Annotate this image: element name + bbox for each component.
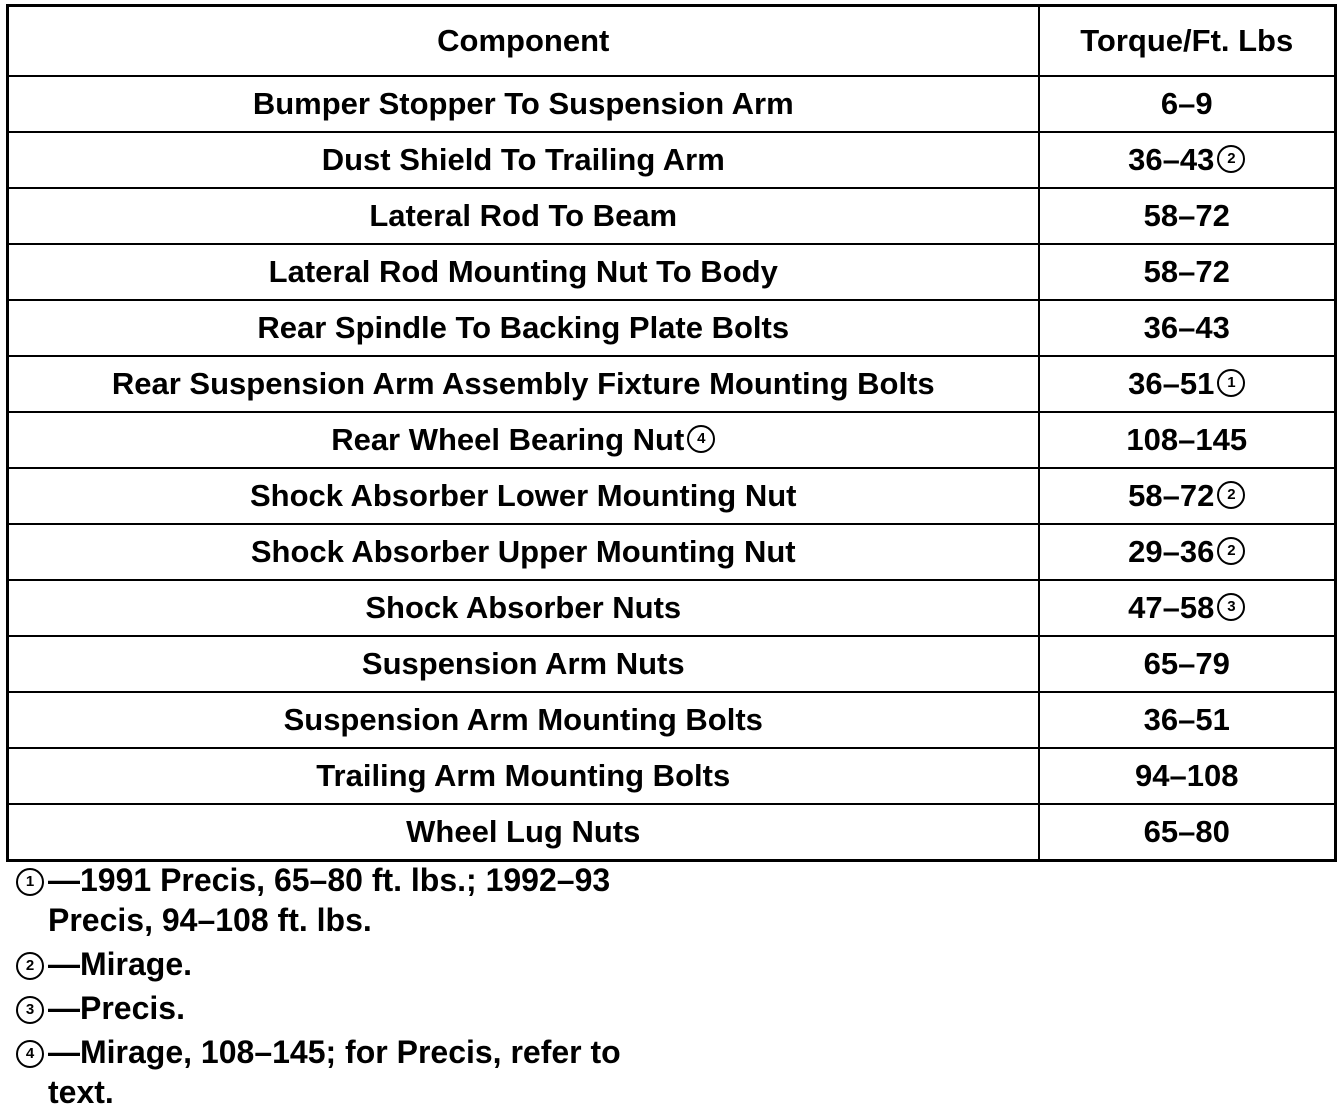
footnote [16, 988, 916, 1028]
table-row [8, 636, 1336, 692]
torque-cell [1039, 412, 1336, 468]
table-row [8, 524, 1336, 580]
component-label: Rear Spindle To Backing Plate Bolts [257, 310, 790, 345]
torque-column-header: Torque/Ft. Lbs [1039, 6, 1336, 77]
table-row [8, 748, 1336, 804]
torque-cell [1039, 132, 1336, 188]
table-row [8, 804, 1336, 861]
component-label: Lateral Rod To Beam [369, 198, 678, 233]
component-label: Bumper Stopper To Suspension Arm [252, 86, 794, 121]
table-row [8, 300, 1336, 356]
torque-value: 58–72 [1143, 254, 1230, 289]
component-label: Shock Absorber Lower Mounting Nut [249, 478, 797, 513]
torque-value: 47–58 [1128, 590, 1215, 625]
component-cell [8, 580, 1039, 636]
torque-value: 36–43 [1128, 142, 1215, 177]
torque-value: 36–43 [1143, 310, 1230, 345]
footnote-marker: 1 [1217, 369, 1245, 397]
component-cell [8, 244, 1039, 300]
footnote [16, 944, 916, 984]
torque-cell [1039, 804, 1336, 861]
component-cell [8, 804, 1039, 861]
footnote-marker: 3 [16, 996, 44, 1024]
torque-cell [1039, 636, 1336, 692]
torque-cell [1039, 524, 1336, 580]
component-cell [8, 300, 1039, 356]
table-row [8, 356, 1336, 412]
footnote [16, 1032, 916, 1112]
table-row [8, 412, 1336, 468]
footnote [16, 860, 916, 940]
torque-cell [1039, 580, 1336, 636]
component-column-header: Component [8, 6, 1039, 77]
table-row [8, 244, 1336, 300]
torque-value: 6–9 [1160, 86, 1213, 121]
component-label: Dust Shield To Trailing Arm [321, 142, 725, 177]
component-cell [8, 692, 1039, 748]
torque-value: 36–51 [1128, 366, 1215, 401]
component-label: Shock Absorber Nuts [365, 590, 682, 625]
footnote-text: —1991 Precis, 65–80 ft. lbs.; 1992–93 Precis, 94–108 ft. lbs. [48, 862, 611, 938]
footnote-text: —Precis. [48, 990, 185, 1026]
footnote-text: —Mirage. [48, 946, 193, 982]
component-cell [8, 188, 1039, 244]
table-row [8, 692, 1336, 748]
component-label: Trailing Arm Mounting Bolts [316, 758, 731, 793]
footnote-marker: 3 [1217, 593, 1245, 621]
torque-cell [1039, 76, 1336, 132]
component-cell [8, 748, 1039, 804]
torque-cell [1039, 188, 1336, 244]
footnote-marker: 4 [687, 425, 715, 453]
table-row [8, 580, 1336, 636]
component-label: Suspension Arm Nuts [361, 646, 685, 681]
table-header-row [8, 6, 1336, 77]
footnotes [16, 860, 916, 1116]
footnote-marker: 2 [1217, 481, 1245, 509]
component-label: Rear Suspension Arm Assembly Fixture Mounting Bolts [111, 366, 935, 401]
footnote-marker: 2 [1217, 145, 1245, 173]
component-cell [8, 636, 1039, 692]
component-label: Suspension Arm Mounting Bolts [283, 702, 763, 737]
torque-value: 29–36 [1128, 534, 1215, 569]
torque-cell [1039, 244, 1336, 300]
torque-value: 65–79 [1143, 646, 1230, 681]
footnote-marker: 2 [16, 952, 44, 980]
footnote-marker: 2 [1217, 537, 1245, 565]
component-cell [8, 356, 1039, 412]
component-label: Wheel Lug Nuts [406, 814, 641, 849]
torque-value: 58–72 [1143, 198, 1230, 233]
torque-cell [1039, 692, 1336, 748]
table-row [8, 76, 1336, 132]
torque-cell [1039, 356, 1336, 412]
component-cell [8, 524, 1039, 580]
torque-value: 94–108 [1135, 758, 1239, 793]
torque-specifications-table [6, 4, 1337, 862]
footnote-text: —Mirage, 108–145; for Precis, refer to text. [48, 1034, 621, 1110]
footnote-marker: 4 [16, 1040, 44, 1068]
component-cell [8, 468, 1039, 524]
footnote-marker: 1 [16, 868, 44, 896]
table-body [8, 76, 1336, 861]
torque-value: 65–80 [1143, 814, 1230, 849]
component-cell [8, 412, 1039, 468]
component-cell [8, 76, 1039, 132]
component-label: Lateral Rod Mounting Nut To Body [268, 254, 778, 289]
torque-cell [1039, 748, 1336, 804]
torque-cell [1039, 468, 1336, 524]
component-label: Rear Wheel Bearing Nut [331, 422, 685, 457]
table-row [8, 468, 1336, 524]
component-label: Shock Absorber Upper Mounting Nut [250, 534, 796, 569]
torque-value: 36–51 [1143, 702, 1230, 737]
torque-value: 108–145 [1126, 422, 1248, 457]
component-cell [8, 132, 1039, 188]
torque-cell [1039, 300, 1336, 356]
torque-value: 58–72 [1128, 478, 1215, 513]
table-row [8, 188, 1336, 244]
table-row [8, 132, 1336, 188]
